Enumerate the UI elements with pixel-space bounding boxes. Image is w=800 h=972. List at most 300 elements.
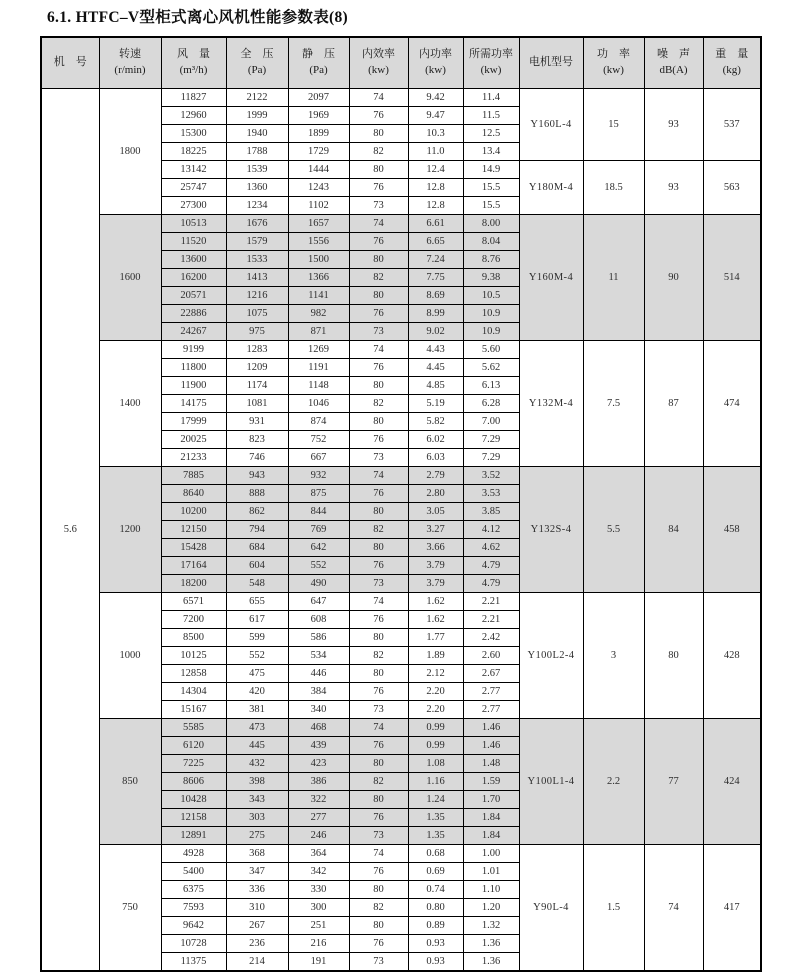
cell-airflow: 10200 (161, 503, 226, 521)
cell-internal-efficiency: 74 (349, 845, 408, 863)
cell-internal-power: 0.80 (408, 899, 463, 917)
cell-airflow: 12858 (161, 665, 226, 683)
cell-total-pressure: 347 (226, 863, 288, 881)
cell-required-power: 15.5 (463, 179, 519, 197)
cell-total-pressure: 275 (226, 827, 288, 845)
cell-static-pressure: 1657 (288, 215, 349, 233)
cell-total-pressure: 1081 (226, 395, 288, 413)
cell-motor-power: 11 (583, 215, 644, 341)
cell-motor-power: 3 (583, 593, 644, 719)
cell-speed: 750 (99, 845, 161, 972)
cell-total-pressure: 267 (226, 917, 288, 935)
cell-total-pressure: 599 (226, 629, 288, 647)
cell-static-pressure: 552 (288, 557, 349, 575)
cell-static-pressure: 300 (288, 899, 349, 917)
cell-airflow: 6375 (161, 881, 226, 899)
cell-total-pressure: 1174 (226, 377, 288, 395)
cell-internal-power: 12.8 (408, 179, 463, 197)
cell-motor-model: Y160M-4 (519, 215, 583, 341)
cell-total-pressure: 794 (226, 521, 288, 539)
cell-total-pressure: 445 (226, 737, 288, 755)
cell-internal-power: 1.89 (408, 647, 463, 665)
cell-internal-efficiency: 76 (349, 107, 408, 125)
cell-total-pressure: 236 (226, 935, 288, 953)
cell-total-pressure: 1539 (226, 161, 288, 179)
table-row (41, 215, 761, 233)
cell-total-pressure: 1413 (226, 269, 288, 287)
cell-static-pressure: 490 (288, 575, 349, 593)
cell-airflow: 12960 (161, 107, 226, 125)
table-row (41, 593, 761, 611)
cell-total-pressure: 473 (226, 719, 288, 737)
col-header-unit: (kw) (603, 64, 624, 76)
cell-airflow: 14175 (161, 395, 226, 413)
cell-internal-efficiency: 73 (349, 701, 408, 719)
cell-internal-power: 0.68 (408, 845, 463, 863)
cell-internal-power: 1.77 (408, 629, 463, 647)
cell-internal-efficiency: 76 (349, 863, 408, 881)
cell-total-pressure: 862 (226, 503, 288, 521)
col-header-label: 所需功率 (469, 48, 513, 61)
cell-internal-efficiency: 74 (349, 341, 408, 359)
col-header-label: 重 量 (715, 48, 749, 61)
cell-internal-power: 10.3 (408, 125, 463, 143)
cell-total-pressure: 1360 (226, 179, 288, 197)
cell-internal-efficiency: 82 (349, 269, 408, 287)
cell-internal-efficiency: 73 (349, 449, 408, 467)
cell-required-power: 8.00 (463, 215, 519, 233)
cell-total-pressure: 975 (226, 323, 288, 341)
cell-internal-power: 0.93 (408, 935, 463, 953)
cell-required-power: 1.36 (463, 953, 519, 972)
cell-airflow: 12150 (161, 521, 226, 539)
cell-total-pressure: 368 (226, 845, 288, 863)
cell-required-power: 2.67 (463, 665, 519, 683)
cell-motor-power: 7.5 (583, 341, 644, 467)
col-header-machine-no (41, 37, 99, 89)
cell-internal-efficiency: 73 (349, 827, 408, 845)
cell-motor-model: Y90L-4 (519, 845, 583, 972)
cell-internal-power: 3.27 (408, 521, 463, 539)
cell-required-power: 4.79 (463, 557, 519, 575)
col-header-unit: (kg) (722, 64, 741, 76)
cell-airflow: 15167 (161, 701, 226, 719)
cell-airflow: 11375 (161, 953, 226, 972)
cell-internal-efficiency: 80 (349, 413, 408, 431)
cell-internal-power: 6.65 (408, 233, 463, 251)
cell-required-power: 6.28 (463, 395, 519, 413)
cell-motor-power: 1.5 (583, 845, 644, 972)
cell-internal-efficiency: 80 (349, 377, 408, 395)
cell-internal-efficiency: 76 (349, 431, 408, 449)
cell-static-pressure: 752 (288, 431, 349, 449)
cell-static-pressure: 330 (288, 881, 349, 899)
cell-static-pressure: 647 (288, 593, 349, 611)
cell-internal-efficiency: 76 (349, 179, 408, 197)
cell-required-power: 15.5 (463, 197, 519, 215)
cell-total-pressure: 943 (226, 467, 288, 485)
cell-airflow: 11800 (161, 359, 226, 377)
cell-internal-power: 0.99 (408, 719, 463, 737)
cell-airflow: 8500 (161, 629, 226, 647)
cell-total-pressure: 931 (226, 413, 288, 431)
cell-required-power: 1.59 (463, 773, 519, 791)
cell-required-power: 8.76 (463, 251, 519, 269)
cell-internal-power: 1.08 (408, 755, 463, 773)
cell-required-power: 2.21 (463, 593, 519, 611)
cell-internal-power: 1.16 (408, 773, 463, 791)
cell-airflow: 16200 (161, 269, 226, 287)
cell-required-power: 7.29 (463, 449, 519, 467)
cell-machine-no: 5.6 (41, 89, 99, 972)
cell-internal-power: 4.43 (408, 341, 463, 359)
cell-internal-power: 6.03 (408, 449, 463, 467)
cell-required-power: 2.60 (463, 647, 519, 665)
cell-required-power: 7.00 (463, 413, 519, 431)
cell-required-power: 10.9 (463, 305, 519, 323)
cell-weight: 417 (703, 845, 761, 972)
cell-airflow: 24267 (161, 323, 226, 341)
cell-airflow: 10125 (161, 647, 226, 665)
cell-total-pressure: 310 (226, 899, 288, 917)
cell-internal-power: 2.79 (408, 467, 463, 485)
cell-internal-efficiency: 74 (349, 89, 408, 107)
cell-internal-efficiency: 80 (349, 539, 408, 557)
cell-static-pressure: 342 (288, 863, 349, 881)
cell-internal-efficiency: 82 (349, 395, 408, 413)
col-header-unit: (kw) (368, 64, 389, 76)
cell-airflow: 12891 (161, 827, 226, 845)
cell-internal-efficiency: 82 (349, 143, 408, 161)
cell-weight: 474 (703, 341, 761, 467)
cell-internal-efficiency: 74 (349, 719, 408, 737)
cell-required-power: 1.20 (463, 899, 519, 917)
cell-static-pressure: 871 (288, 323, 349, 341)
cell-internal-power: 5.19 (408, 395, 463, 413)
cell-airflow: 10728 (161, 935, 226, 953)
cell-total-pressure: 1283 (226, 341, 288, 359)
cell-total-pressure: 1209 (226, 359, 288, 377)
cell-static-pressure: 277 (288, 809, 349, 827)
cell-internal-efficiency: 73 (349, 575, 408, 593)
cell-static-pressure: 1141 (288, 287, 349, 305)
cell-airflow: 11520 (161, 233, 226, 251)
cell-static-pressure: 446 (288, 665, 349, 683)
cell-required-power: 3.53 (463, 485, 519, 503)
cell-required-power: 2.21 (463, 611, 519, 629)
cell-total-pressure: 1216 (226, 287, 288, 305)
cell-noise: 93 (644, 89, 703, 161)
cell-required-power: 2.42 (463, 629, 519, 647)
cell-internal-power: 2.12 (408, 665, 463, 683)
cell-airflow: 17164 (161, 557, 226, 575)
cell-weight: 428 (703, 593, 761, 719)
cell-noise: 90 (644, 215, 703, 341)
cell-required-power: 14.9 (463, 161, 519, 179)
cell-static-pressure: 191 (288, 953, 349, 972)
cell-static-pressure: 1729 (288, 143, 349, 161)
cell-airflow: 20571 (161, 287, 226, 305)
cell-internal-power: 2.20 (408, 683, 463, 701)
cell-internal-power: 1.35 (408, 809, 463, 827)
cell-static-pressure: 1191 (288, 359, 349, 377)
cell-airflow: 22886 (161, 305, 226, 323)
col-header-unit: (Pa) (309, 64, 328, 76)
cell-airflow: 5585 (161, 719, 226, 737)
cell-internal-power: 9.02 (408, 323, 463, 341)
cell-static-pressure: 874 (288, 413, 349, 431)
cell-required-power: 3.85 (463, 503, 519, 521)
cell-required-power: 2.77 (463, 701, 519, 719)
cell-internal-efficiency: 80 (349, 251, 408, 269)
cell-required-power: 1.46 (463, 737, 519, 755)
cell-internal-power: 4.85 (408, 377, 463, 395)
cell-weight: 458 (703, 467, 761, 593)
cell-static-pressure: 340 (288, 701, 349, 719)
table-row (41, 467, 761, 485)
cell-total-pressure: 1234 (226, 197, 288, 215)
col-header-label: 风 量 (177, 48, 210, 61)
cell-static-pressure: 1269 (288, 341, 349, 359)
cell-airflow: 18225 (161, 143, 226, 161)
cell-internal-power: 3.66 (408, 539, 463, 557)
cell-speed: 1400 (99, 341, 161, 467)
cell-internal-power: 8.99 (408, 305, 463, 323)
table-row (41, 89, 761, 107)
cell-noise: 77 (644, 719, 703, 845)
cell-total-pressure: 746 (226, 449, 288, 467)
cell-static-pressure: 1500 (288, 251, 349, 269)
cell-airflow: 5400 (161, 863, 226, 881)
cell-required-power: 5.60 (463, 341, 519, 359)
cell-required-power: 9.38 (463, 269, 519, 287)
col-header-motor-model (519, 37, 583, 89)
cell-internal-power: 4.45 (408, 359, 463, 377)
cell-total-pressure: 823 (226, 431, 288, 449)
cell-static-pressure: 586 (288, 629, 349, 647)
cell-internal-efficiency: 74 (349, 215, 408, 233)
cell-static-pressure: 1243 (288, 179, 349, 197)
cell-static-pressure: 1046 (288, 395, 349, 413)
col-header-internal-efficiency (349, 37, 408, 89)
cell-airflow: 6571 (161, 593, 226, 611)
cell-total-pressure: 1533 (226, 251, 288, 269)
cell-required-power: 6.13 (463, 377, 519, 395)
cell-airflow: 21233 (161, 449, 226, 467)
cell-static-pressure: 1899 (288, 125, 349, 143)
cell-internal-efficiency: 76 (349, 305, 408, 323)
cell-internal-power: 1.24 (408, 791, 463, 809)
cell-static-pressure: 251 (288, 917, 349, 935)
cell-airflow: 14304 (161, 683, 226, 701)
cell-internal-power: 7.24 (408, 251, 463, 269)
cell-internal-efficiency: 74 (349, 467, 408, 485)
col-header-label: 功 率 (597, 48, 630, 61)
cell-static-pressure: 982 (288, 305, 349, 323)
cell-internal-efficiency: 76 (349, 611, 408, 629)
cell-static-pressure: 246 (288, 827, 349, 845)
cell-total-pressure: 398 (226, 773, 288, 791)
cell-internal-efficiency: 82 (349, 773, 408, 791)
cell-total-pressure: 1579 (226, 233, 288, 251)
cell-total-pressure: 548 (226, 575, 288, 593)
cell-required-power: 2.77 (463, 683, 519, 701)
cell-internal-efficiency: 76 (349, 557, 408, 575)
col-header-label: 静 压 (302, 48, 335, 61)
table-body (41, 89, 761, 972)
cell-internal-efficiency: 73 (349, 197, 408, 215)
cell-internal-efficiency: 80 (349, 791, 408, 809)
cell-internal-efficiency: 76 (349, 683, 408, 701)
cell-motor-power: 15 (583, 89, 644, 161)
table-header (41, 37, 761, 89)
cell-motor-model: Y132M-4 (519, 341, 583, 467)
cell-required-power: 7.29 (463, 431, 519, 449)
cell-airflow: 8640 (161, 485, 226, 503)
cell-total-pressure: 888 (226, 485, 288, 503)
col-header-unit: (kw) (480, 64, 502, 76)
cell-static-pressure: 769 (288, 521, 349, 539)
col-header-total-pressure (226, 37, 288, 89)
cell-total-pressure: 552 (226, 647, 288, 665)
cell-motor-model: Y160L-4 (519, 89, 583, 161)
cell-airflow: 15428 (161, 539, 226, 557)
cell-weight: 537 (703, 89, 761, 161)
cell-static-pressure: 932 (288, 467, 349, 485)
cell-required-power: 10.5 (463, 287, 519, 305)
cell-required-power: 1.46 (463, 719, 519, 737)
page-title: 6.1. HTFC–V型柜式离心风机性能参数表(8) (47, 9, 348, 26)
col-header-label: 机 号 (53, 56, 87, 69)
cell-motor-power: 18.5 (583, 161, 644, 215)
cell-internal-power: 3.79 (408, 557, 463, 575)
cell-internal-efficiency: 80 (349, 503, 408, 521)
cell-internal-power: 9.42 (408, 89, 463, 107)
cell-total-pressure: 2122 (226, 89, 288, 107)
cell-internal-efficiency: 76 (349, 233, 408, 251)
cell-required-power: 1.32 (463, 917, 519, 935)
col-header-label: 噪 声 (657, 48, 690, 61)
cell-internal-power: 1.62 (408, 611, 463, 629)
table-row (41, 341, 761, 359)
cell-motor-power: 5.5 (583, 467, 644, 593)
table-row (41, 845, 761, 863)
cell-airflow: 6120 (161, 737, 226, 755)
cell-internal-efficiency: 76 (349, 809, 408, 827)
table-row (41, 719, 761, 737)
cell-speed: 1000 (99, 593, 161, 719)
cell-motor-model: Y132S-4 (519, 467, 583, 593)
cell-weight: 514 (703, 215, 761, 341)
col-header-label: 转速 (119, 48, 141, 61)
cell-airflow: 10513 (161, 215, 226, 233)
col-header-weight (703, 37, 761, 89)
col-header-unit: (kw) (425, 64, 446, 76)
cell-internal-power: 12.4 (408, 161, 463, 179)
col-header-speed (99, 37, 161, 89)
cell-internal-efficiency: 80 (349, 917, 408, 935)
cell-total-pressure: 303 (226, 809, 288, 827)
cell-internal-power: 3.79 (408, 575, 463, 593)
cell-total-pressure: 420 (226, 683, 288, 701)
cell-internal-efficiency: 82 (349, 647, 408, 665)
cell-static-pressure: 1148 (288, 377, 349, 395)
cell-static-pressure: 386 (288, 773, 349, 791)
col-header-unit: (r/min) (114, 64, 146, 76)
cell-airflow: 12158 (161, 809, 226, 827)
cell-internal-efficiency: 76 (349, 737, 408, 755)
cell-total-pressure: 381 (226, 701, 288, 719)
cell-internal-power: 2.20 (408, 701, 463, 719)
cell-speed: 850 (99, 719, 161, 845)
cell-airflow: 25747 (161, 179, 226, 197)
cell-total-pressure: 604 (226, 557, 288, 575)
cell-airflow: 15300 (161, 125, 226, 143)
col-header-label: 内功率 (419, 48, 452, 61)
cell-static-pressure: 1969 (288, 107, 349, 125)
cell-static-pressure: 468 (288, 719, 349, 737)
col-header-noise (644, 37, 703, 89)
cell-static-pressure: 2097 (288, 89, 349, 107)
cell-required-power: 4.79 (463, 575, 519, 593)
cell-required-power: 3.52 (463, 467, 519, 485)
cell-internal-efficiency: 76 (349, 485, 408, 503)
cell-static-pressure: 608 (288, 611, 349, 629)
cell-required-power: 1.36 (463, 935, 519, 953)
cell-internal-power: 6.61 (408, 215, 463, 233)
cell-internal-efficiency: 80 (349, 629, 408, 647)
cell-required-power: 1.00 (463, 845, 519, 863)
cell-static-pressure: 1444 (288, 161, 349, 179)
cell-internal-power: 0.93 (408, 953, 463, 972)
cell-total-pressure: 684 (226, 539, 288, 557)
cell-internal-efficiency: 74 (349, 593, 408, 611)
col-header-label: 电机型号 (529, 56, 573, 69)
col-header-unit: dB(A) (659, 64, 688, 76)
cell-speed: 1200 (99, 467, 161, 593)
cell-internal-efficiency: 82 (349, 521, 408, 539)
cell-total-pressure: 1676 (226, 215, 288, 233)
cell-static-pressure: 642 (288, 539, 349, 557)
cell-internal-power: 8.69 (408, 287, 463, 305)
cell-internal-power: 7.75 (408, 269, 463, 287)
cell-total-pressure: 214 (226, 953, 288, 972)
cell-airflow: 8606 (161, 773, 226, 791)
cell-noise: 74 (644, 845, 703, 972)
cell-internal-efficiency: 76 (349, 935, 408, 953)
fan-performance-table (40, 36, 762, 972)
cell-required-power: 12.5 (463, 125, 519, 143)
cell-total-pressure: 336 (226, 881, 288, 899)
cell-internal-power: 0.89 (408, 917, 463, 935)
cell-internal-efficiency: 73 (349, 323, 408, 341)
cell-airflow: 7200 (161, 611, 226, 629)
cell-static-pressure: 216 (288, 935, 349, 953)
cell-required-power: 5.62 (463, 359, 519, 377)
header-row (41, 37, 761, 89)
cell-internal-power: 11.0 (408, 143, 463, 161)
cell-motor-model: Y100L1-4 (519, 719, 583, 845)
cell-airflow: 17999 (161, 413, 226, 431)
cell-internal-efficiency: 82 (349, 899, 408, 917)
cell-internal-efficiency: 80 (349, 287, 408, 305)
cell-required-power: 8.04 (463, 233, 519, 251)
cell-airflow: 4928 (161, 845, 226, 863)
cell-internal-efficiency: 80 (349, 161, 408, 179)
col-header-required-power (463, 37, 519, 89)
cell-total-pressure: 1999 (226, 107, 288, 125)
cell-speed: 1600 (99, 215, 161, 341)
